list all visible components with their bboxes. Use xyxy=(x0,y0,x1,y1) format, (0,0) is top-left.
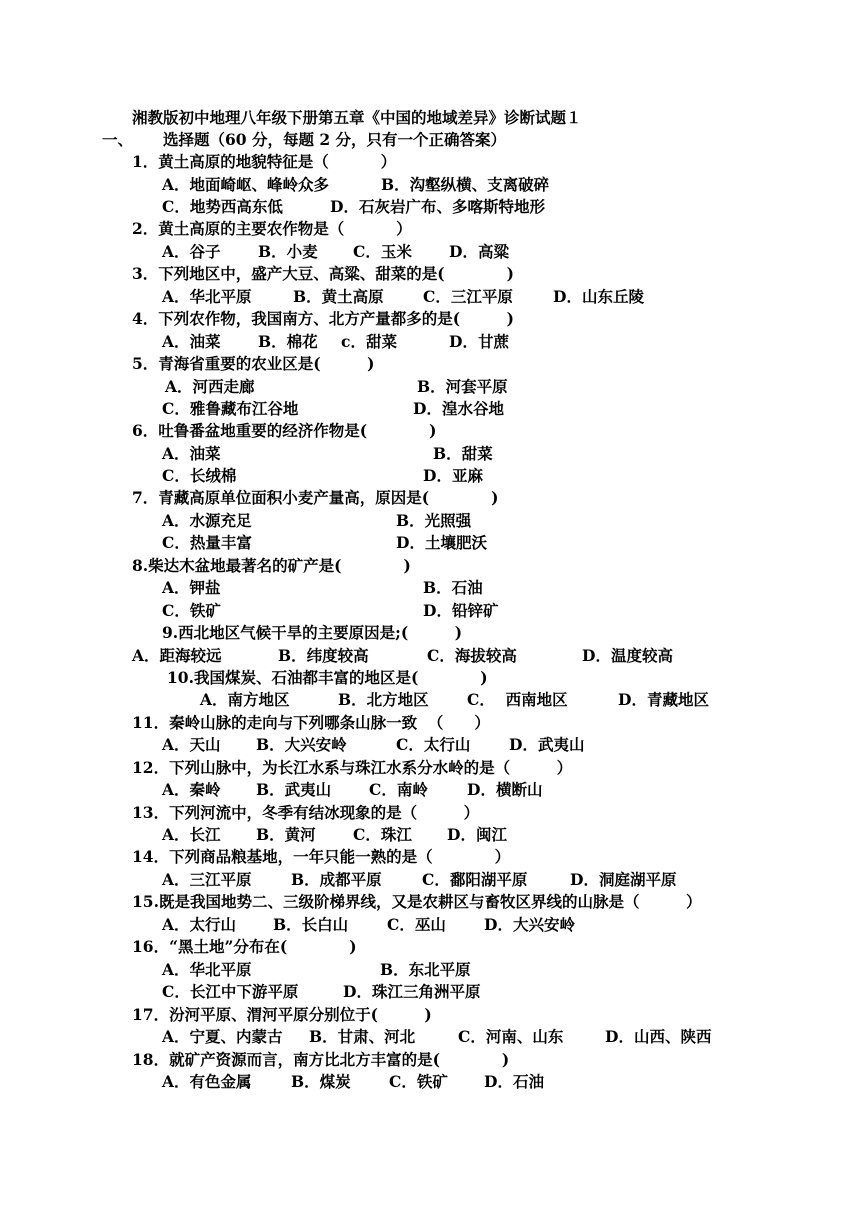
option: A．宁夏、内蒙古 xyxy=(162,1027,283,1046)
option: B．沟壑纵横、支离破碎 xyxy=(381,175,550,194)
option: D．青藏地区 xyxy=(618,690,709,709)
option: B．棉花 xyxy=(258,332,318,351)
option: C．地势西高东低 xyxy=(162,197,283,216)
option: D．洞庭湖平原 xyxy=(570,870,677,889)
option: B．煤炭 xyxy=(291,1072,351,1091)
section-heading: 选择题（60 分，每题 2 分，只有一个正确答案） xyxy=(163,130,507,149)
option: A．三江平原 xyxy=(162,870,252,889)
option: D．珠江三角洲平原 xyxy=(343,982,481,1001)
option: A．河西走廊 xyxy=(165,377,255,396)
option: B．甘肃、河北 xyxy=(309,1027,416,1046)
option: C．铁矿 xyxy=(162,601,221,620)
option: B．黄河 xyxy=(256,825,316,844)
question-stem: 15.既是我国地势二、三级阶梯界线，又是农耕区与畜牧区界线的山脉是（ ） xyxy=(132,892,702,911)
option: A．秦岭 xyxy=(162,780,221,799)
option: A．地面崎岖、峰岭众多 xyxy=(162,175,330,194)
option: C．热量丰富 xyxy=(162,533,252,552)
option: A．华北平原 xyxy=(162,960,252,979)
question-stem: 12．下列山脉中，为长江水系与珠江水系分水岭的是（ ） xyxy=(132,758,573,777)
option: A．谷子 xyxy=(162,242,221,261)
option: A．水源充足 xyxy=(162,511,252,530)
question-stem: 5．青海省重要的农业区是( ) xyxy=(132,354,375,373)
option: D．横断山 xyxy=(467,780,543,799)
option: A．华北平原 xyxy=(162,287,252,306)
option: C． 西南地区 xyxy=(467,690,568,709)
option: B．北方地区 xyxy=(338,690,429,709)
option: D．石油 xyxy=(484,1072,544,1091)
option: B．小麦 xyxy=(258,242,318,261)
option: C．河南、山东 xyxy=(458,1027,564,1046)
option: A．钾盐 xyxy=(162,578,221,597)
option: C．巫山 xyxy=(387,915,446,934)
question-stem: 9.西北地区气候干旱的主要原因是;( ) xyxy=(162,623,463,642)
option: C．南岭 xyxy=(369,780,428,799)
question-stem: 8.柴达木盆地最著名的矿产是( ) xyxy=(132,556,411,575)
option: A．距海较远 xyxy=(132,646,222,665)
question-stem: 6．吐鲁番盆地重要的经济作物是( ) xyxy=(132,421,437,440)
option: C．鄱阳湖平原 xyxy=(422,870,528,889)
option: C．三江平原 xyxy=(423,287,513,306)
option: C．长江中下游平原 xyxy=(162,982,299,1001)
option: D．石灰岩广布、多喀斯特地形 xyxy=(330,197,545,216)
section-number: 一、 xyxy=(102,130,134,149)
option: C．海拔较高 xyxy=(427,646,517,665)
option: A．油菜 xyxy=(162,332,221,351)
option: C．长绒棉 xyxy=(162,466,237,485)
option: D．甘蔗 xyxy=(449,332,509,351)
option: c．甜菜 xyxy=(341,332,397,351)
question-stem: 1．黄土高原的地貌特征是（ ） xyxy=(132,152,397,171)
option: A．有色金属 xyxy=(162,1072,252,1091)
question-stem: 18．就矿产资源而言，南方比北方丰富的是( ) xyxy=(132,1050,510,1069)
question-stem: 7．青藏高原单位面积小麦产量高，原因是( ) xyxy=(132,488,499,507)
option: B．东北平原 xyxy=(380,960,471,979)
option: B．大兴安岭 xyxy=(256,735,347,754)
question-stem: 17．汾河平原、渭河平原分别位于( ) xyxy=(132,1005,432,1024)
option: C．铁矿 xyxy=(389,1072,448,1091)
question-stem: 16．“黑土地”分布在( ) xyxy=(132,937,357,956)
option: A．油菜 xyxy=(162,444,221,463)
document-title: 湘教版初中地理八年级下册第五章《中国的地域差异》诊断试题１ xyxy=(132,108,582,127)
question-stem: 14．下列商品粮基地，一年只能一熟的是（ ） xyxy=(132,847,511,866)
option: D．山东丘陵 xyxy=(553,287,644,306)
option: B．纬度较高 xyxy=(278,646,369,665)
option: B．光照强 xyxy=(396,511,472,530)
option: D．铅锌矿 xyxy=(423,601,499,620)
option: D．大兴安岭 xyxy=(484,915,575,934)
option: C．珠江 xyxy=(353,825,412,844)
option: D．土壤肥沃 xyxy=(396,533,487,552)
question-stem: 4．下列农作物，我国南方、北方产量都多的是( ) xyxy=(132,309,514,328)
question-stem: 3．下列地区中，盛产大豆、高粱、甜菜的是( ) xyxy=(132,264,514,283)
option: D．湟水谷地 xyxy=(413,399,504,418)
option: D．亚麻 xyxy=(423,466,483,485)
option: A．长江 xyxy=(162,825,221,844)
question-stem: 2．黄土高原的主要农作物是（ ） xyxy=(132,219,412,238)
question-stem: 11．秦岭山脉的走向与下列哪条山脉一致 （ ） xyxy=(132,713,490,732)
option: B．石油 xyxy=(423,578,483,597)
option: A．太行山 xyxy=(162,915,237,934)
option: D．高粱 xyxy=(449,242,509,261)
question-stem: 13．下列河流中，冬季有结冰现象的是（ ） xyxy=(132,803,480,822)
option: C．太行山 xyxy=(396,735,471,754)
option: B．武夷山 xyxy=(256,780,332,799)
option: B．河套平原 xyxy=(417,377,508,396)
option: D．武夷山 xyxy=(509,735,585,754)
option: B．成都平原 xyxy=(291,870,382,889)
option: C．玉米 xyxy=(353,242,412,261)
option: B．长白山 xyxy=(273,915,349,934)
question-stem: 10.我国煤炭、石油都丰富的地区是( ) xyxy=(167,668,488,687)
option: B．黄土高原 xyxy=(293,287,384,306)
option: B．甜菜 xyxy=(433,444,493,463)
option: D．温度较高 xyxy=(582,646,673,665)
option: D．闽江 xyxy=(447,825,507,844)
option: D．山西、陕西 xyxy=(605,1027,712,1046)
option: A．南方地区 xyxy=(200,690,290,709)
option: A．天山 xyxy=(162,735,221,754)
option: C．雅鲁藏布江谷地 xyxy=(162,399,299,418)
